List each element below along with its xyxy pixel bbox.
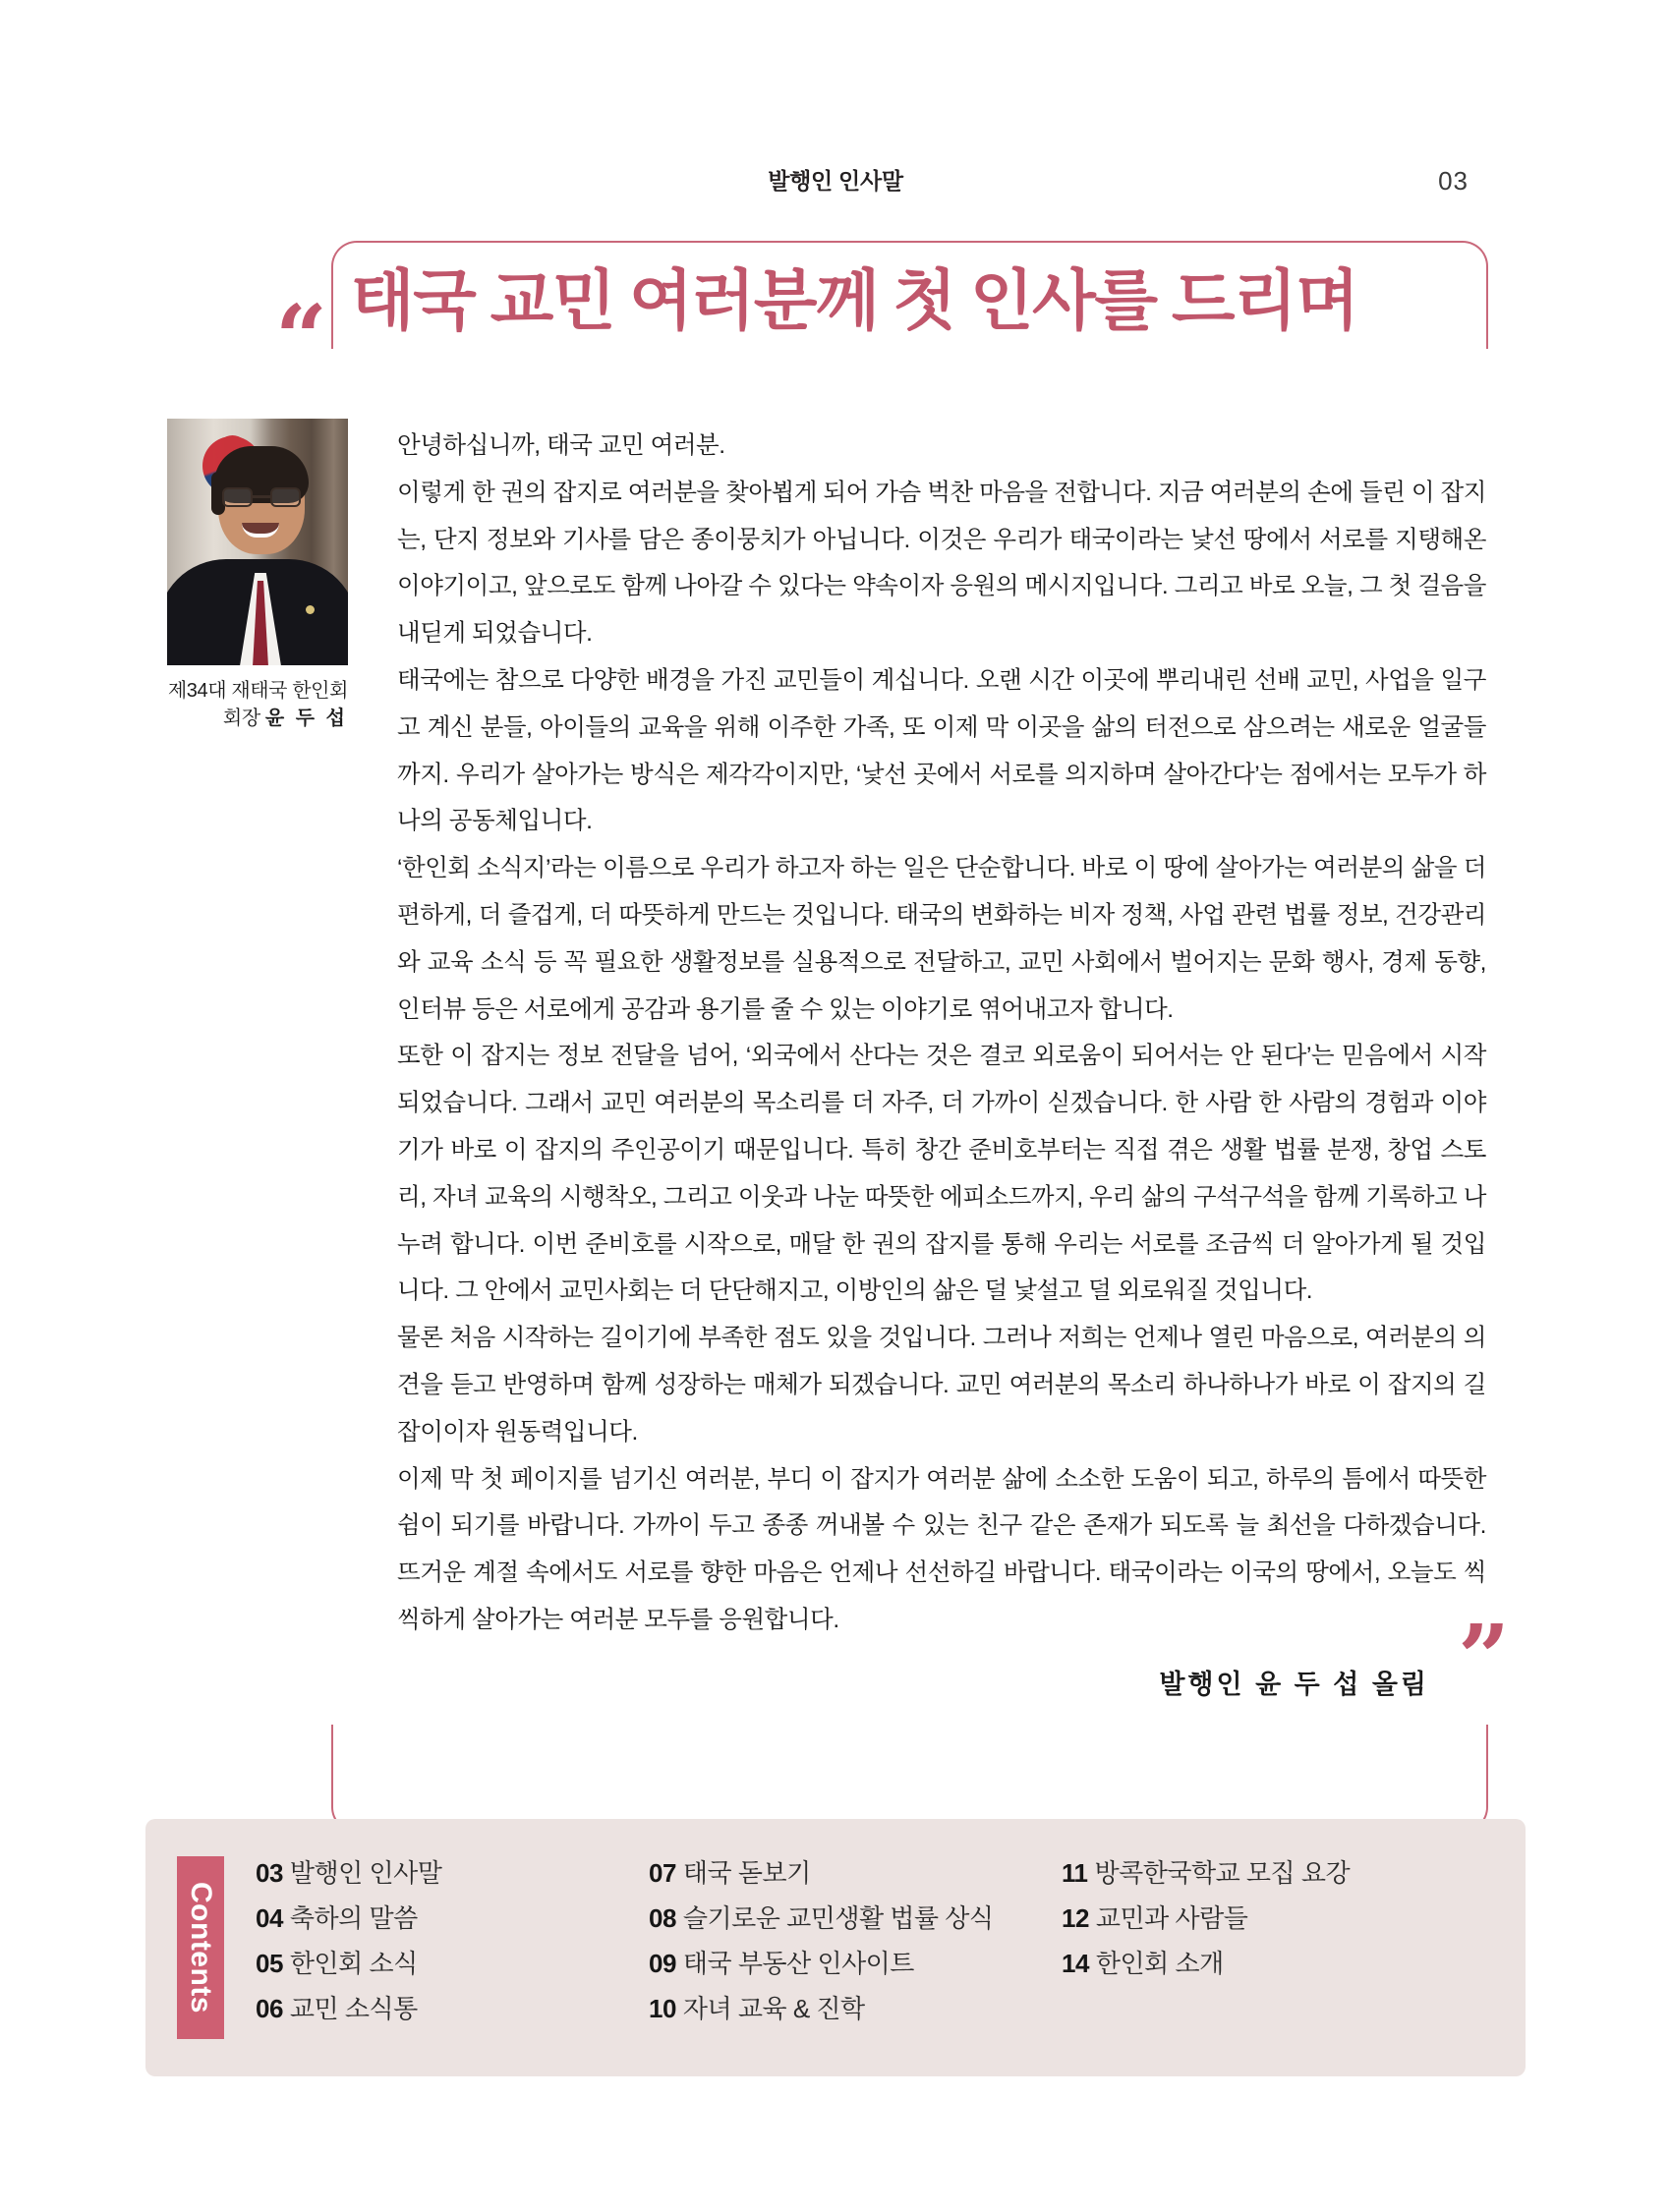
toc-entry-page: 09 <box>649 1949 676 1978</box>
toc-entry-page: 11 <box>1062 1858 1088 1888</box>
paragraph: 태국에는 참으로 다양한 배경을 가진 교민들이 계십니다. 오랜 시간 이곳에 뿌리내린 선배 교민, 사업을 일구고 계신 분들, 아이들의 교육을 위해 이주한 가족, 또 이제 막 이곳을 삶의 터전으로 삼으려는 새로운 얼굴들까지. 우리가 살아가는 방식은 제각각이지만, ‘낯선 곳에서 서로를 의지하며 살아간다’는 점에서는 모두가 하나의 공동체입니다. <box>397 666 1486 835</box>
toc-column-3 <box>1062 1850 1474 2031</box>
toc-entry-label: 축하의 말씀 <box>289 1903 418 1933</box>
portrait-caption <box>167 677 348 733</box>
portrait-caption-role: 회장 <box>222 708 265 730</box>
toc-entry[interactable] <box>649 1986 1062 2031</box>
signature: 발행인 윤 두 섭 올림 <box>1159 1670 1429 1699</box>
toc-entry[interactable] <box>256 1850 649 1896</box>
glasses-left-lens <box>222 487 253 507</box>
toc-entry[interactable] <box>649 1850 1062 1896</box>
open-quote-icon: “ <box>275 284 323 391</box>
toc-entry-label: 교민 소식통 <box>289 1994 418 2023</box>
running-head-title: 발행인 인사말 <box>768 168 903 194</box>
paragraph: 안녕하십니까, 태국 교민 여러분. <box>397 432 725 459</box>
paragraph: 이렇게 한 권의 잡지로 여러분을 찾아뵙게 되어 가슴 벅찬 마음을 전합니다. 지금 여러분의 손에 들린 이 잡지는, 단지 정보와 기사를 담은 종이뭉치가 아닙니다. 이것은 우리가 태국이라는 낯선 땅에서 서로를 지탱해온 이야기이고, 앞으로도 함께 나아갈 수 있다는 약속이자 응원의 메시지입니다. 그리고 바로 오늘, 그 첫 걸음을 내딛게 되었습니다. <box>397 479 1486 648</box>
toc-column-2 <box>649 1850 1062 2031</box>
paragraph: 이제 막 첫 페이지를 넘기신 여러분, 부디 이 잡지가 여러분 삶에 소소한 도움이 되고, 하루의 틈에서 따뜻한 쉼이 되기를 바랍니다. 가까이 두고 종종 꺼내볼 수 있는 친구 같은 존재가 되도록 늘 최선을 다하겠습니다. 뜨거운 계절 속에서도 서로를 향한 마음은 언제나 선선하길 바랍니다. 태국이라는 이국의 땅에서, 오늘도 씩씩하게 살아가는 여러분 모두를 응원합니다. <box>397 1465 1486 1633</box>
toc-entry-label: 한인회 소개 <box>1095 1949 1224 1978</box>
page-number: 03 <box>1438 166 1469 196</box>
portrait-glasses <box>222 487 301 507</box>
toc-entry-label: 방콕한국학교 모집 요강 <box>1094 1858 1351 1888</box>
publisher-portrait-photo <box>167 419 348 665</box>
toc-entry-page: 07 <box>649 1858 676 1888</box>
paragraph: 물론 처음 시작하는 길이기에 부족한 점도 있을 것입니다. 그러나 저희는 언제나 열린 마음으로, 여러분의 의견을 듣고 반영하며 함께 성장하는 매체가 되겠습니다. 교민 여러분의 목소리 하나하나가 바로 이 잡지의 길잡이이자 원동력입니다. <box>397 1325 1486 1446</box>
toc-column-1 <box>256 1850 649 2031</box>
toc-entry[interactable] <box>1062 1896 1474 1941</box>
contents-tab-label: Contents <box>185 1882 217 2013</box>
toc-entry-label: 한인회 소식 <box>289 1949 418 1978</box>
portrait-caption-line2 <box>167 705 348 732</box>
paragraph: 또한 이 잡지는 정보 전달을 넘어, ‘외국에서 산다는 것은 결코 외로움이 되어서는 안 된다’는 믿음에서 시작되었습니다. 그래서 교민 여러분의 목소리를 더 자주, 더 가까이 싣겠습니다. 한 사람 한 사람의 경험과 이야기가 바로 이 잡지의 주인공이기 때문입니다. 특히 창간 준비호부터는 직접 겪은 생활 법률 분쟁, 창업 스토리, 자녀 교육의 시행착오, 그리고 이웃과 나눈 따뜻한 에피소드까지, 우리 삶의 구석구석을 함께 기록하고 나누려 합니다. 이번 준비호를 시작으로, 매달 한 권의 잡지를 통해 우리는 서로를 조금씩 더 알아가게 될 것입니다. 그 안에서 교민사회는 더 단단해지고, 이방인의 삶은 덜 낯설고 덜 외로워질 것입니다. <box>397 1043 1486 1305</box>
portrait-caption-name: 윤 두 섭 <box>264 708 348 730</box>
article-body <box>397 423 1486 1644</box>
toc-entry-label: 슬기로운 교민생활 법률 상식 <box>682 1903 994 1933</box>
contents-tab <box>177 1856 224 2039</box>
toc-entry-page: 14 <box>1062 1949 1089 1978</box>
toc-entry-page: 05 <box>256 1949 283 1978</box>
running-head <box>0 165 1671 197</box>
contents-panel <box>145 1819 1526 2076</box>
portrait-caption-line1: 제34대 재태국 한인회 <box>167 680 348 702</box>
decorative-bracket-bottom <box>331 1725 1488 1833</box>
glasses-right-lens <box>270 487 301 507</box>
headline-row <box>275 265 1514 391</box>
toc-entry[interactable] <box>256 1986 649 2031</box>
toc-entry[interactable] <box>256 1941 649 1986</box>
table-of-contents <box>256 1850 1502 2031</box>
close-quote-icon: ” <box>1458 1605 1506 1711</box>
toc-entry-label: 태국 돋보기 <box>682 1858 811 1888</box>
toc-entry[interactable] <box>649 1896 1062 1941</box>
page-title: 태국 교민 여러분께 첫 인사를 드리며 <box>350 265 1358 339</box>
toc-entry-page: 04 <box>256 1903 283 1933</box>
toc-entry[interactable] <box>1062 1850 1474 1896</box>
toc-entry-label: 태국 부동산 인사이트 <box>682 1949 914 1978</box>
toc-entry[interactable] <box>1062 1941 1474 1986</box>
glasses-bridge <box>253 495 270 498</box>
toc-entry[interactable] <box>649 1941 1062 1986</box>
toc-entry-page: 12 <box>1062 1903 1089 1933</box>
toc-entry-label: 자녀 교육 & 진학 <box>682 1994 865 2023</box>
toc-entry-page: 03 <box>256 1858 283 1888</box>
toc-entry[interactable] <box>256 1896 649 1941</box>
toc-entry-page: 10 <box>649 1994 676 2023</box>
portrait-lapel-pin <box>306 605 315 614</box>
paragraph: ‘한인회 소식지’라는 이름으로 우리가 하고자 하는 일은 단순합니다. 바로 이 땅에 살아가는 여러분의 삶을 더 편하게, 더 즐겁게, 더 따뜻하게 만드는 것입니다. 태국의 변화하는 비자 정책, 사업 관련 법률 정보, 건강관리와 교육 소식 등 꼭 필요한 생활정보를 실용적으로 전달하고, 교민 사회에서 벌어지는 문화 행사, 경제 동향, 인터뷰 등은 서로에게 공감과 용기를 줄 수 있는 이야기로 엮어내고자 합니다. <box>397 855 1486 1023</box>
toc-entry-label: 교민과 사람들 <box>1095 1903 1248 1933</box>
toc-entry-page: 06 <box>256 1994 283 2023</box>
portrait-block <box>167 419 348 733</box>
toc-entry-label: 발행인 인사말 <box>289 1858 442 1888</box>
toc-entry-page: 08 <box>649 1903 676 1933</box>
